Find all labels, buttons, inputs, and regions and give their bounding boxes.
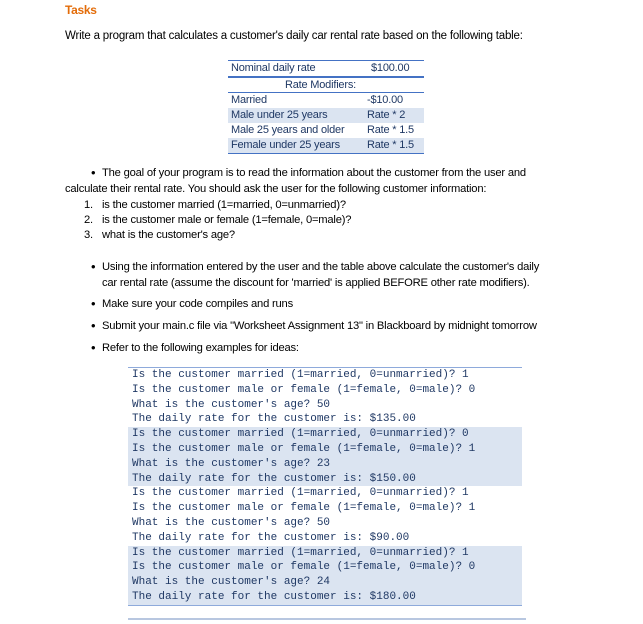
console-line: Is the customer male or female (1=female, 0=male)? 0 — [132, 383, 476, 396]
console-examples — [128, 367, 522, 606]
goal-text-line-1: The goal of your program is to read the information about the customer from the user and — [102, 167, 526, 179]
console-line: The daily rate for the customer is: $90.00 — [132, 531, 410, 544]
rate-row-male-under-25 — [228, 108, 424, 123]
rate-row-label: Male 25 years and older — [231, 124, 345, 136]
rate-table — [228, 60, 424, 154]
rate-table-header-row — [228, 60, 424, 78]
console-line: What is the customer's age? 50 — [132, 398, 331, 411]
console-line: Is the customer married (1=married, 0=unmarried)? 1 — [132, 369, 469, 381]
intro-text: Write a program that calculates a customer's daily car rental rate based on the following table: — [65, 30, 523, 42]
example-block — [128, 367, 522, 427]
list-number: 1. — [84, 199, 93, 211]
console-line: Is the customer married (1=married, 0=unmarried)? 1 — [132, 546, 469, 559]
example-block — [128, 486, 522, 545]
rate-row-male-25-plus — [228, 123, 424, 138]
console-line: What is the customer's age? 23 — [132, 457, 331, 470]
console-line: What is the customer's age? 24 — [132, 576, 331, 589]
console-line: Is the customer married (1=married, 0=unmarried)? 1 — [132, 487, 469, 500]
console-line: Is the customer male or female (1=female, 0=male)? 0 — [132, 561, 476, 574]
console-line: Is the customer male or female (1=female, 0=male)? 1 — [132, 442, 476, 455]
console-line: What is the customer's age? 50 — [132, 516, 331, 529]
rate-row-label: Married — [231, 94, 267, 106]
rate-row-female-under-25 — [228, 138, 424, 154]
rate-row-value: -$10.00 — [367, 94, 403, 106]
rate-row-value: Rate * 2 — [367, 109, 406, 121]
rate-row-value: Rate * 1.5 — [367, 139, 414, 151]
instruction-line-2: car rental rate (assume the discount for 'married' is applied BEFORE other rate modifiers). — [102, 277, 530, 289]
rate-modifiers-row — [228, 78, 424, 92]
rate-modifiers-label: Rate Modifiers: — [285, 79, 356, 91]
rate-row-married — [228, 92, 424, 108]
goal-text-line-2: calculate their rental rate. You should ask the user for the following customer information: — [65, 183, 487, 195]
divider — [128, 618, 526, 620]
console-line: Is the customer married (1=married, 0=unmarried)? 0 — [132, 428, 469, 441]
instruction-line-1: Using the information entered by the user and the table above calculate the customer's daily — [102, 261, 540, 273]
nominal-rate-label: Nominal daily rate — [231, 62, 316, 74]
rate-row-label: Male under 25 years — [231, 109, 328, 121]
nominal-rate-value: $100.00 — [371, 62, 410, 74]
compile-text: Make sure your code compiles and runs — [102, 298, 293, 310]
list-number: 3. — [84, 229, 93, 241]
list-item — [84, 213, 351, 228]
examples-intro-text: Refer to the following examples for ideas: — [102, 342, 299, 354]
rate-row-label: Female under 25 years — [231, 139, 340, 151]
list-number: 2. — [84, 214, 93, 226]
list-item — [84, 228, 351, 243]
example-block — [128, 546, 522, 606]
question-list — [84, 198, 351, 243]
page-title: Tasks — [65, 3, 97, 17]
example-block — [128, 427, 522, 486]
list-text: is the customer married (1=married, 0=unmarried)? — [102, 199, 346, 211]
list-text: what is the customer's age? — [102, 229, 235, 241]
console-line: Is the customer male or female (1=female, 0=male)? 1 — [132, 502, 476, 515]
console-line: The daily rate for the customer is: $150.00 — [132, 472, 416, 485]
console-line: The daily rate for the customer is: $180.00 — [132, 590, 416, 603]
list-item — [84, 198, 351, 213]
submit-text: Submit your main.c file via "Worksheet Assignment 13" in Blackboard by midnight tomorrow — [102, 320, 537, 332]
list-text: is the customer male or female (1=female, 0=male)? — [102, 214, 352, 226]
console-line: The daily rate for the customer is: $135.00 — [132, 413, 416, 426]
rate-row-value: Rate * 1.5 — [367, 124, 414, 136]
